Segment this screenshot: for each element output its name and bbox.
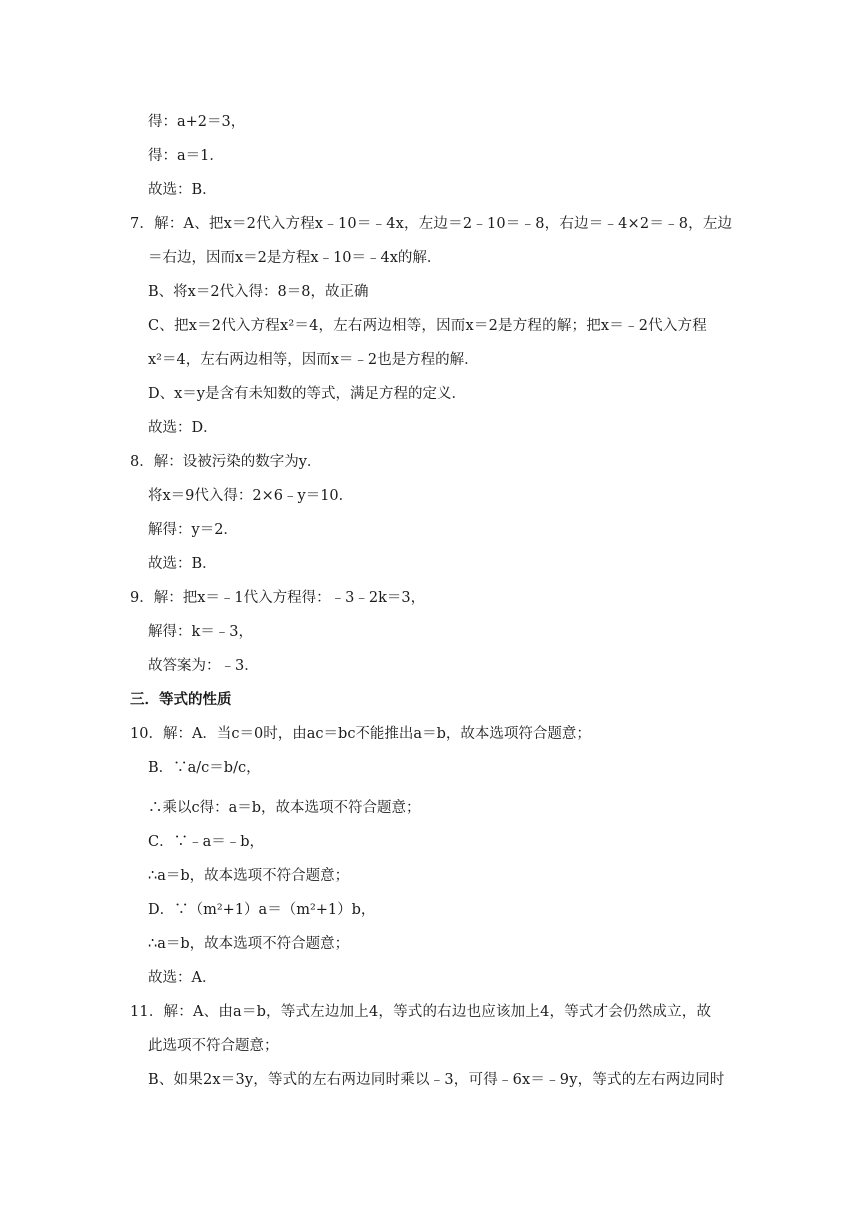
solution-line: 故选：D．: [148, 420, 218, 436]
solution-line: B．∵a/c＝b/c，: [148, 760, 261, 776]
solution-line: 故选：A．: [148, 970, 217, 986]
solution-line: 此选项不符合题意；: [148, 1038, 279, 1054]
solution-line: 解得：y＝2．: [148, 522, 238, 538]
solution-line: ∴a＝b，故本选项不符合题意；: [148, 868, 350, 884]
solution-line: ∴a＝b，故本选项不符合题意；: [148, 936, 350, 952]
solution-line: B、将x＝2代入得：8＝8，故正确: [148, 284, 369, 300]
solution-line: C．∵﹣a＝﹣b，: [148, 834, 265, 850]
solution-line: B、如果2x＝3y，等式的左右两边同时乘以﹣3，可得﹣6x＝﹣9y，等式的左右两边同时: [148, 1072, 725, 1088]
solution-line: ∴乘以c得：a＝b，故本选项不符合题意；: [148, 800, 421, 816]
solution-line: D．∵（m²+1）a＝（m²+1）b，: [148, 902, 376, 918]
solution-line: x²＝4，左右两边相等，因而x＝﹣2也是方程的解．: [148, 352, 479, 368]
solution-line: D、x＝y是含有未知数的等式，满足方程的定义．: [148, 386, 466, 402]
solution-line: C、把x＝2代入方程x²＝4，左右两边相等，因而x＝2是方程的解；把x＝﹣2代入方程: [148, 318, 707, 334]
solution-line: 故选：B．: [148, 556, 217, 572]
problem-11-line: 11．解：A、由a＝b，等式左边加上4，等式的右边也应该加上4，等式才会仍然成立，故: [130, 1004, 712, 1020]
solution-line: 得：a＝1．: [148, 148, 224, 164]
solution-line: 解得：k＝﹣3，: [148, 624, 254, 640]
problem-8-line: 8．解：设被污染的数字为y．: [130, 454, 322, 470]
problem-10-line: 10．解：A．当c＝0时，由ac＝bc不能推出a＝b，故本选项符合题意；: [130, 726, 591, 742]
solution-line: 故选：B．: [148, 182, 217, 198]
section-heading: 三．等式的性质: [130, 692, 232, 708]
solution-line: 将x＝9代入得：2×6﹣y＝10．: [148, 488, 354, 504]
solution-line: 故答案为：﹣3．: [148, 658, 259, 674]
solution-line: 得：a+2＝3，: [148, 114, 246, 130]
solution-line: ＝右边，因而x＝2是方程x﹣10＝﹣4x的解．: [148, 250, 442, 266]
problem-7-line: 7．解：A、把x＝2代入方程x﹣10＝﹣4x，左边＝2﹣10＝﹣8，右边＝﹣4×2＝﹣8，左边: [130, 216, 733, 232]
problem-9-line: 9．解：把x＝﹣1代入方程得：﹣3﹣2k＝3，: [130, 590, 426, 606]
